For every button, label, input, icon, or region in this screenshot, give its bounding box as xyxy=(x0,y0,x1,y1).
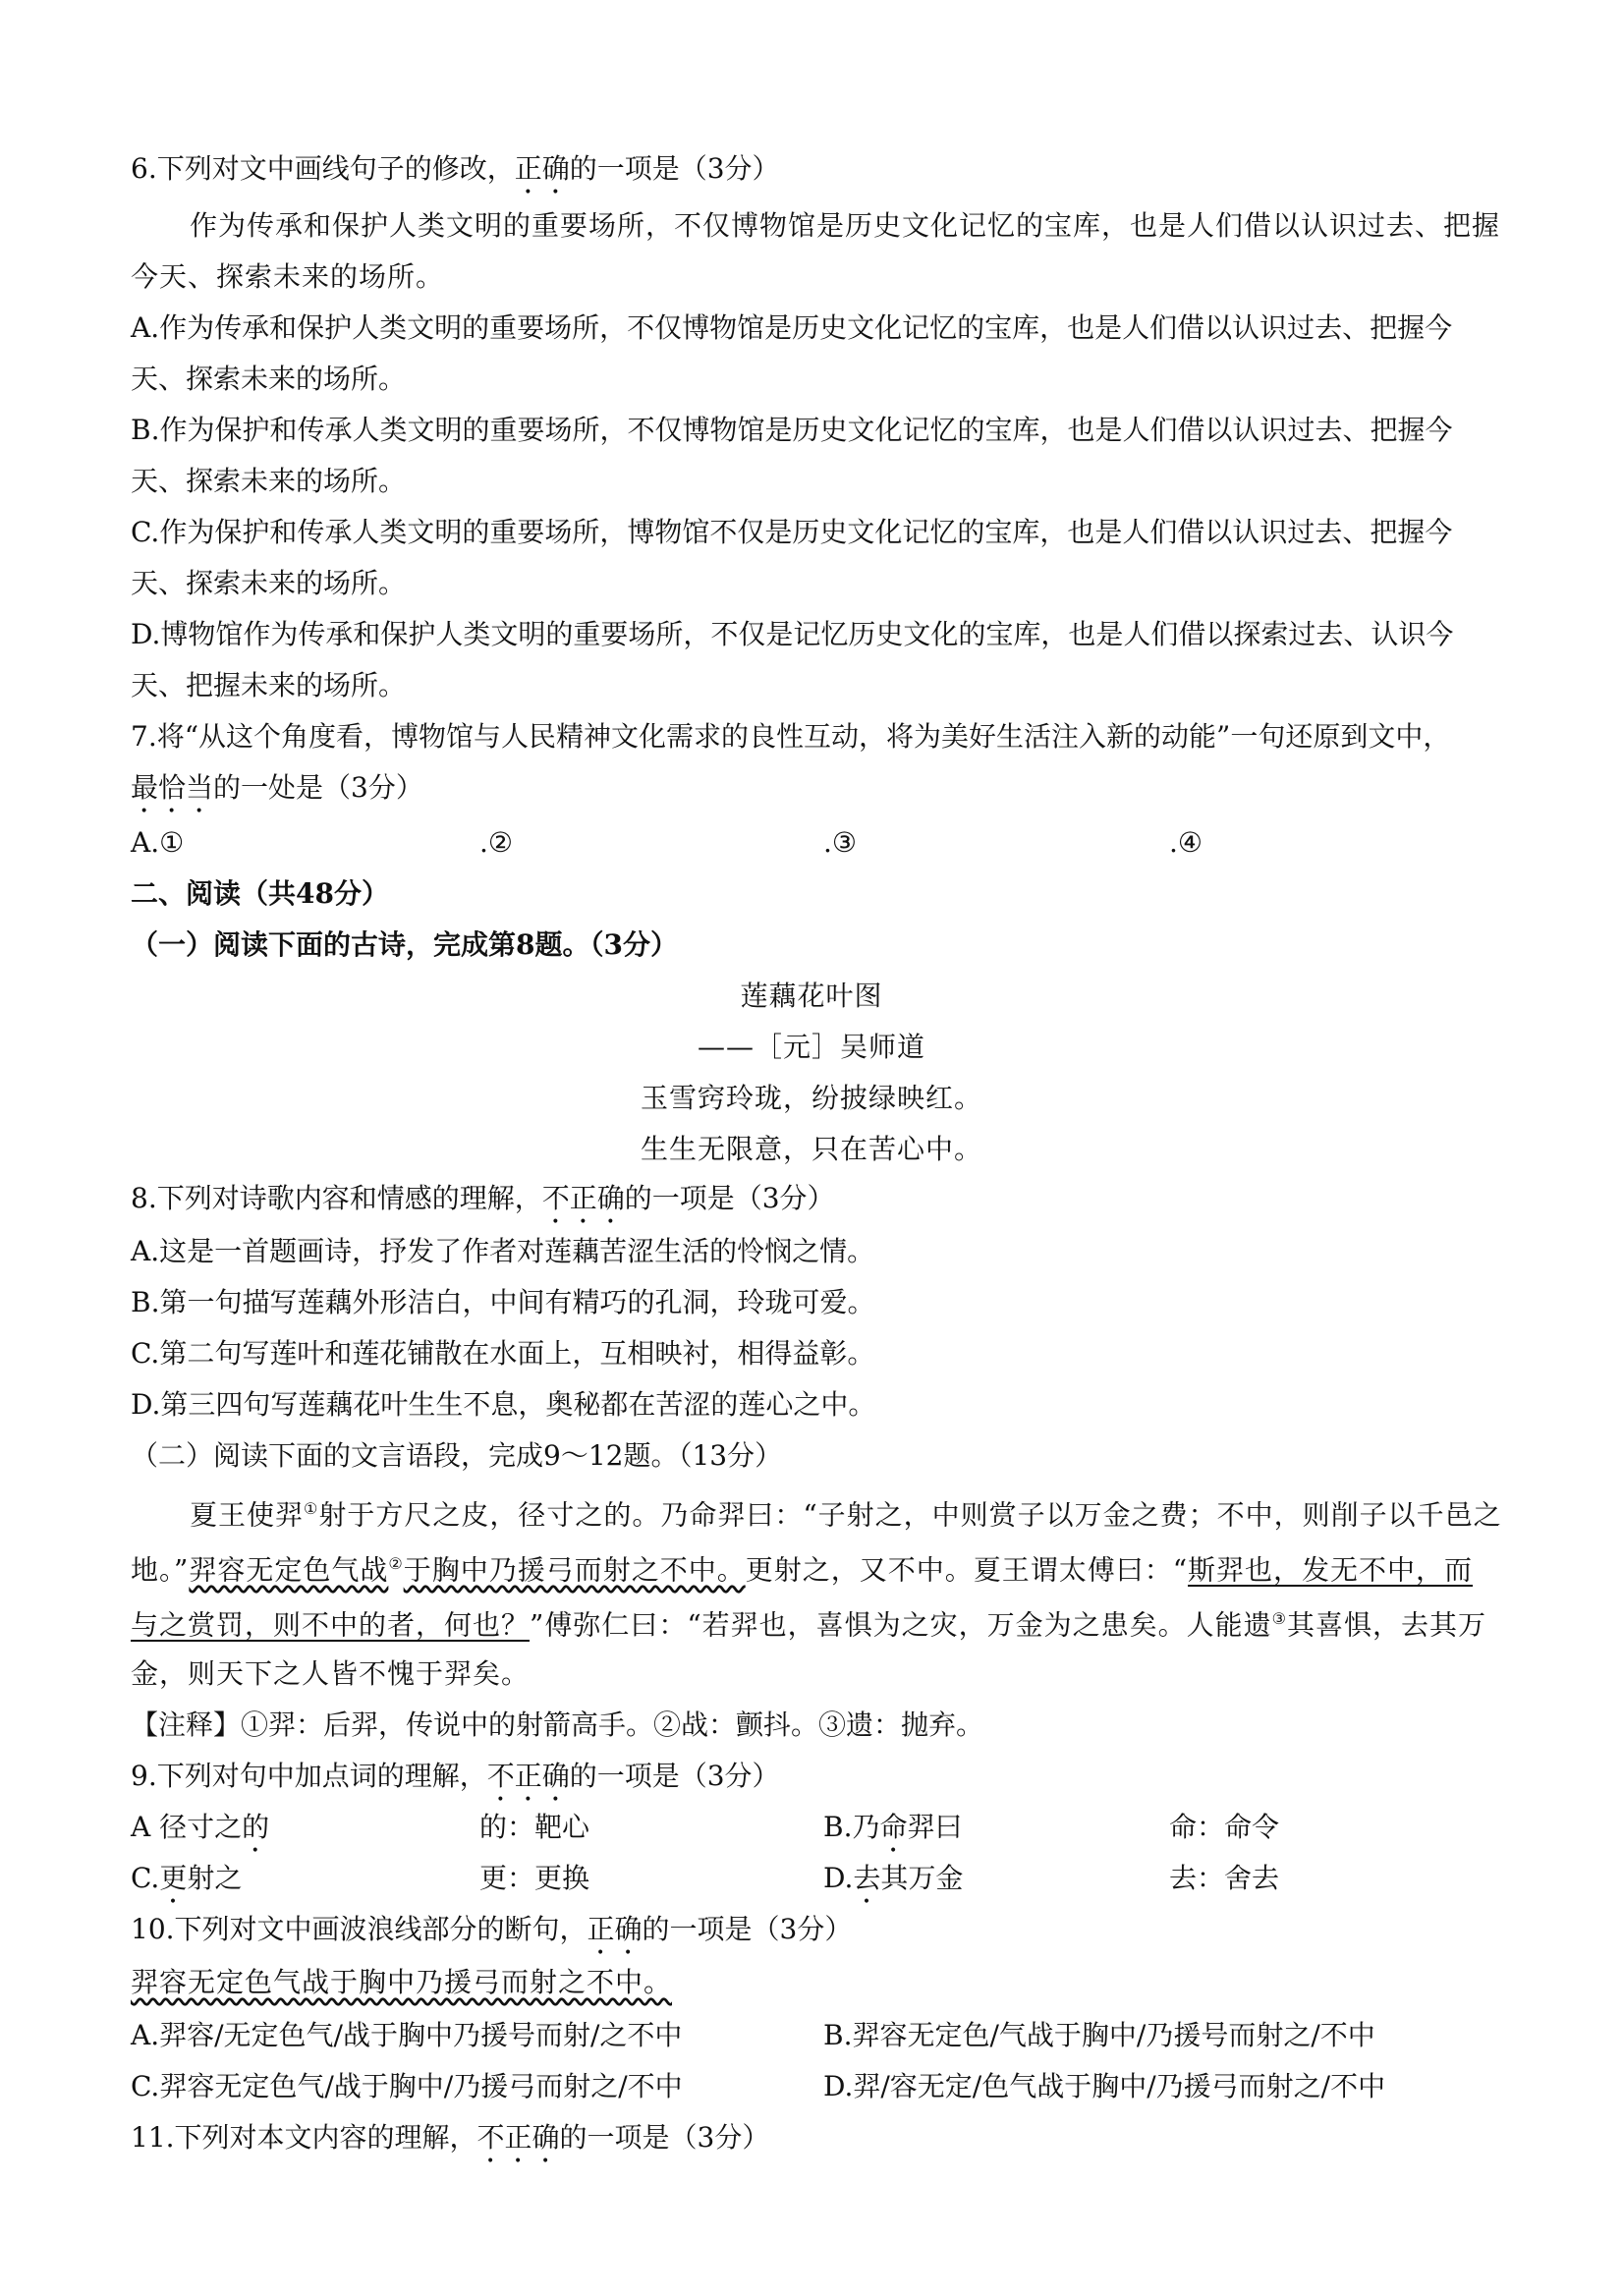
q6-option-b-line1: B.作为保护和传承人类文明的重要场所，不仅博物馆是历史文化记忆的宝库，也是人们借以认识过去、把握今 xyxy=(131,414,1453,446)
q7-option-a: A.① xyxy=(131,826,185,859)
q10-stem-pre: 10.下列对文中画波浪线部分的断句， xyxy=(131,1913,588,1945)
q6-sentence-line1: 作为传承和保护人类文明的重要场所，不仅博物馆是历史文化记忆的宝库，也是人们借以认识过去、把握 xyxy=(190,209,1501,242)
passage-line-2 xyxy=(131,1546,1473,1588)
q6-option-c-line2: 天、探索未来的场所。 xyxy=(131,567,407,599)
passage-l2-a: 地。” xyxy=(131,1553,190,1587)
q9-c-pre: C. xyxy=(131,1862,160,1894)
q6-option-d-line2: 天、把握未来的场所。 xyxy=(131,669,407,701)
q10-stem-post: 的一项是（3分） xyxy=(642,1913,853,1945)
passage-l1-a: 夏王使羿 xyxy=(190,1498,305,1532)
q9-option-d-explanation: 去：舍去 xyxy=(1169,1862,1280,1894)
q9-option-b xyxy=(823,1810,963,1859)
q9-stem-emphasis: 不正确 xyxy=(486,1760,570,1792)
poem-title: 莲藕花叶图 xyxy=(740,980,883,1012)
q9-stem-post: 的一项是（3分） xyxy=(569,1760,780,1792)
footnote-ref-2: ② xyxy=(388,1554,404,1573)
underline-sentence-part2: 与之赏罚，则不中的者，何也？ xyxy=(131,1608,531,1642)
q8-option-c: C.第二句写莲叶和莲花铺散在水面上，互相映衬，相得益彰。 xyxy=(131,1337,875,1370)
q9-option-b-explanation: 命：命令 xyxy=(1169,1811,1280,1843)
passage-l2-b: 更射之，又不中。夏王谓太傅曰：“ xyxy=(745,1553,1189,1587)
q11-stem-pre: 11.下列对本文内容的理解， xyxy=(131,2121,477,2154)
q7-stem-line1: 7.将“从这个角度看，博物馆与人民精神文化需求的良性互动，将为美好生活注入新的动能”一句还原到文中， xyxy=(131,720,1451,753)
q7-option-b: .② xyxy=(479,826,514,859)
q6-sentence-line2: 今天、探索未来的场所。 xyxy=(131,260,445,293)
q7-option-d: .④ xyxy=(1169,826,1203,859)
footnote-ref-1: ① xyxy=(304,1499,319,1518)
q9-d-post: 其万金 xyxy=(880,1862,964,1894)
q11-stem-post: 的一项是（3分） xyxy=(559,2121,770,2154)
poem-line-2: 生生无限意，只在苦心中。 xyxy=(640,1133,982,1165)
q9-b-pre: B.乃 xyxy=(823,1811,880,1843)
passage-l3-b: ”傅弥仁曰：“若羿也，喜惧为之灾，万金为之患矣。人能遗 xyxy=(530,1608,1272,1642)
q11-stem-emphasis: 不正确 xyxy=(476,2121,560,2154)
q7-stem-line2 xyxy=(131,770,423,819)
q10-option-a: A.羿容/无定色气/战于胸中乃援号而射/之不中 xyxy=(131,2019,683,2051)
q9-a-emphasis: 的 xyxy=(242,1811,270,1843)
passage-line-1 xyxy=(190,1491,1502,1533)
q8-option-d: D.第三四句写莲藕花叶生生不息，奥秘都在苦涩的莲心之中。 xyxy=(131,1388,876,1421)
q6-stem xyxy=(131,151,780,200)
section-2-heading: 二、阅读（共48分） xyxy=(131,877,389,910)
q8-stem-emphasis: 不正确 xyxy=(541,1182,625,1214)
q9-stem-pre: 9.下列对句中加点词的理解， xyxy=(131,1760,487,1792)
q9-a-pre: A 径寸之 xyxy=(131,1811,243,1843)
q9-c-post: 射之 xyxy=(187,1862,243,1894)
q9-d-pre: D. xyxy=(823,1862,854,1894)
q9-option-a xyxy=(131,1810,269,1859)
poem-author: ——［元］吴师道 xyxy=(697,1031,925,1063)
part-2-heading: （二）阅读下面的文言语段，完成9～12题。（13分） xyxy=(131,1439,783,1472)
passage-line-3 xyxy=(131,1601,1486,1643)
q7-stem-post: 的一处是（3分） xyxy=(213,771,423,804)
passage-l3-c: 其喜惧，去其万 xyxy=(1287,1608,1487,1642)
footnote-ref-3: ③ xyxy=(1271,1609,1287,1628)
q9-b-post: 羿曰 xyxy=(907,1811,963,1843)
q8-option-b: B.第一句描写莲藕外形洁白，中间有精巧的孔洞，玲珑可爱。 xyxy=(131,1286,875,1318)
q9-option-c xyxy=(131,1861,242,1910)
q9-c-emphasis: 更 xyxy=(159,1862,188,1894)
q6-option-d-line1: D.博物馆作为传承和保护人类文明的重要场所，不仅是记忆历史文化的宝库，也是人们借以探索过去、认识今 xyxy=(131,618,1454,650)
passage-line-4: 金，则天下之人皆不愧于羿矣。 xyxy=(131,1657,531,1690)
wavy-underline-part1: 羿容无定色气战 xyxy=(189,1553,389,1587)
wavy-underline-part2: 于胸中乃援弓而射之不中。 xyxy=(403,1553,746,1587)
q6-stem-emphasis: 正确 xyxy=(514,152,570,185)
part-1-heading: （一）阅读下面的古诗，完成第8题。（3分） xyxy=(131,928,678,961)
q6-stem-post: 的一项是（3分） xyxy=(569,152,780,185)
q10-sentence: 羿容无定色气战于胸中乃援弓而射之不中。 xyxy=(131,1966,673,1998)
q10-option-d: D.羿/容无定/色气战于胸中/乃援弓而射之/不中 xyxy=(823,2070,1386,2102)
q10-option-b: B.羿容无定色/气战于胸中/乃援号而射之/不中 xyxy=(823,2019,1375,2051)
q9-option-d xyxy=(823,1861,963,1910)
q8-stem-post: 的一项是（3分） xyxy=(624,1182,835,1214)
passage-l1-b: 射于方尺之皮，径寸之的。乃命羿曰：“子射之，中则赏子以万金之费；不中，则削子以千邑之 xyxy=(318,1498,1502,1532)
q9-d-emphasis: 去 xyxy=(853,1862,881,1894)
q9-b-emphasis: 命 xyxy=(879,1811,908,1843)
q11-stem xyxy=(131,2120,769,2169)
q8-option-a: A.这是一首题画诗，抒发了作者对莲藕苦涩生活的怜悯之情。 xyxy=(131,1235,875,1267)
q9-option-c-explanation: 更：更换 xyxy=(479,1862,590,1894)
poem-line-1: 玉雪窍玲珑，纷披绿映红。 xyxy=(640,1082,982,1114)
q10-stem xyxy=(131,1912,852,1961)
q6-option-c-line1: C.作为保护和传承人类文明的重要场所，博物馆不仅是历史文化记忆的宝库，也是人们借以认识过去、把握今 xyxy=(131,516,1453,548)
q10-stem-emphasis: 正确 xyxy=(587,1913,643,1945)
q6-option-a-line1: A.作为传承和保护人类文明的重要场所，不仅博物馆是历史文化记忆的宝库，也是人们借以认识过去、把握今 xyxy=(131,311,1453,344)
q8-stem-pre: 8.下列对诗歌内容和情感的理解， xyxy=(131,1182,542,1214)
q8-stem xyxy=(131,1181,835,1230)
annotation-notes: 【注释】①羿：后羿，传说中的射箭高手。②战：颤抖。③遗：抛弃。 xyxy=(131,1708,984,1741)
q6-option-b-line2: 天、探索未来的场所。 xyxy=(131,465,407,497)
q9-stem xyxy=(131,1759,780,1808)
q6-option-a-line2: 天、探索未来的场所。 xyxy=(131,363,407,395)
q9-option-a-explanation: 的：靶心 xyxy=(479,1811,590,1843)
q7-option-c: .③ xyxy=(823,826,858,859)
underline-sentence-part1: 斯羿也，发无不中，而 xyxy=(1188,1553,1474,1587)
q6-stem-pre: 6.下列对文中画线句子的修改， xyxy=(131,152,515,185)
q7-stem-emphasis: 最恰当 xyxy=(131,771,214,804)
q10-option-c: C.羿容无定色气/战于胸中/乃援弓而射之/不中 xyxy=(131,2070,683,2102)
